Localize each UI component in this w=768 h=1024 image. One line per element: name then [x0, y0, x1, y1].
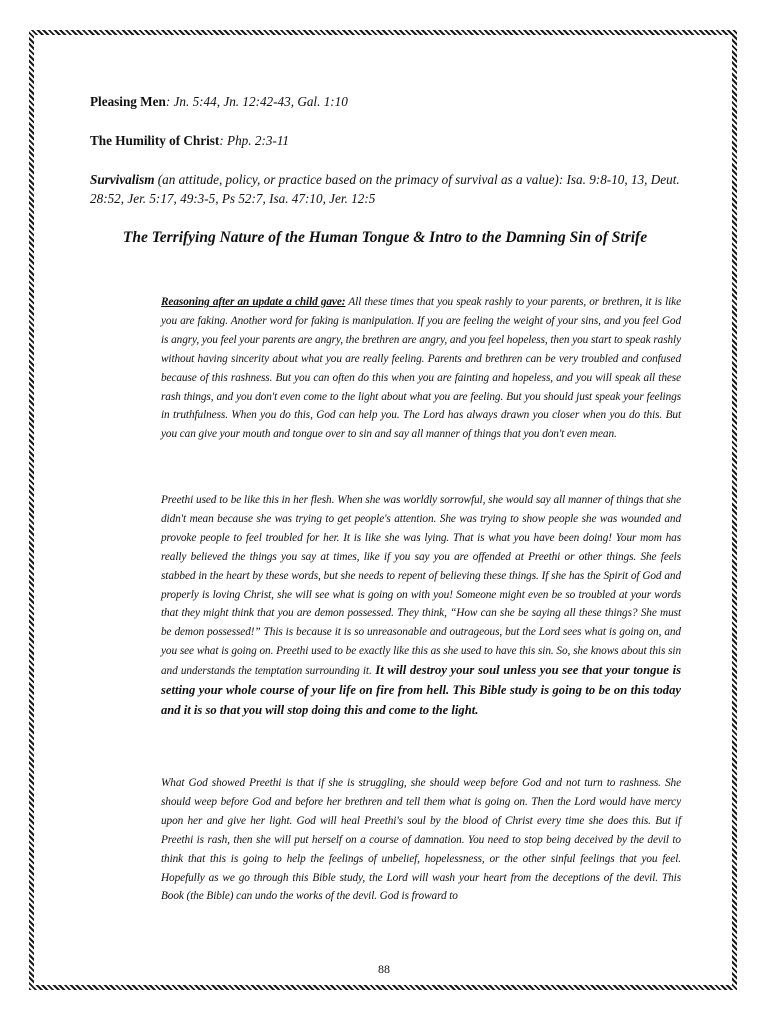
paragraph-text: Preethi used to be like this in her flesh. When she was worldly sorrowful, she would say all manner of things that she didn't mean because she was trying to get people's attention. She was trying to show people she was wounded and provoke people to feel troubled for her. It is like she was lying. That is what you have been doing! Your mom has really believed the things you say at times, like if you say you are offended at Preethi or other things. She feels stabbed in the heart by these words, but she needs to repent of believing these things. If she has the Spirit of God and properly is loving Christ, she will see what is going on with you! Someone might even be so troubled at your words that they might think that you are demon possessed. They think, “How can she be saying all these things? She must be demon possessed!” This is because it is so unreasonable and outrageous, but the Lord sees what is going on, and you see what is going on. Preethi used to be exactly like this as she used to have this sin. So, she knows about this sin and understands the temptation surrounding it. — [161, 494, 681, 678]
paragraph-reasoning — [161, 293, 681, 444]
paragraph-text: What God showed Preethi is that if she is struggling, she should weep before God and not turn to rashness. She should weep before God and before her brethren and tell them what is going on. Then the Lord would have mercy upon her and give her light. God will heal Preethi's soul by the blood of Christ every time she does this. But if Preethi is rash, then she will put herself on a course of damnation. You need to stop being deceived by the devil to think that this is going to help the feelings of unbelief, hopelessness, or the other sinful feelings that you feel. Hopefully as we go through this Bible study, the Lord will wash your heart from the deceptions of the devil. This Book (the Bible) can undo the works of the devil. God is froward to — [161, 777, 681, 903]
section-title: The Terrifying Nature of the Human Tongue & Intro to the Damning Sin of Strife — [122, 229, 648, 246]
paragraph-lead-heading: Reasoning after an update a child gave: — [161, 296, 346, 308]
paragraph-emphasis: It will destroy your soul unless you see that your tongue is setting your whole course of your life on fire from hell. This Bible study is going to be on this today and it is so that you will stop doing this and come to the light. — [161, 663, 681, 717]
reference-humility-of-christ — [90, 131, 680, 150]
reference-survivalism — [90, 170, 680, 208]
reference-separator: : — [165, 94, 171, 109]
page-number: 88 — [378, 962, 390, 976]
paragraph-what-god-showed — [161, 774, 681, 906]
reference-verses: Php. 2:3-11 — [223, 133, 290, 148]
reference-label: The Humility of Christ — [90, 133, 220, 148]
reference-separator: : — [219, 133, 224, 148]
reference-verses: Jn. 5:44, Jn. 12:42-43, Gal. 1:10 — [170, 94, 348, 109]
paragraph-preethi-flesh — [161, 491, 681, 721]
reference-label: Pleasing Men — [90, 94, 166, 109]
reference-label: Survivalism — [90, 172, 155, 187]
paragraph-text: All these times that you speak rashly to your parents, or brethren, it is like you are faking. Another word for faking is manipulation. If you are feeling the weight of your sins, and you feel God is angry, you feel your parents are angry, the brethren are angry, and you feel hopeless, then you start to speak rashly without having sincerity about what you are really feeling. Parents and brethren can be very troubled and confused because of this rashness. But you can often do this when you are fainting and hopeless, and you will speak all these rash things, and you don't even come to the light about what you are feeling. But you should just speak your feelings in truthfulness. When you do this, God can help you. The Lord has always drawn you closer when you do this. But you can give your mouth and tongue over to sin and say all manner of things that you don't even mean. — [161, 296, 682, 441]
reference-definition-and-verses: (an attitude, policy, or practice based on the primacy of survival as a value): Isa. 9:8-10, 13, Deut. 28:52, Jer. 5:17, 49:3-5, Ps 52:7, Isa. 47:10, Jer. 12:5 — [90, 172, 680, 206]
reference-pleasing-men — [90, 92, 680, 111]
